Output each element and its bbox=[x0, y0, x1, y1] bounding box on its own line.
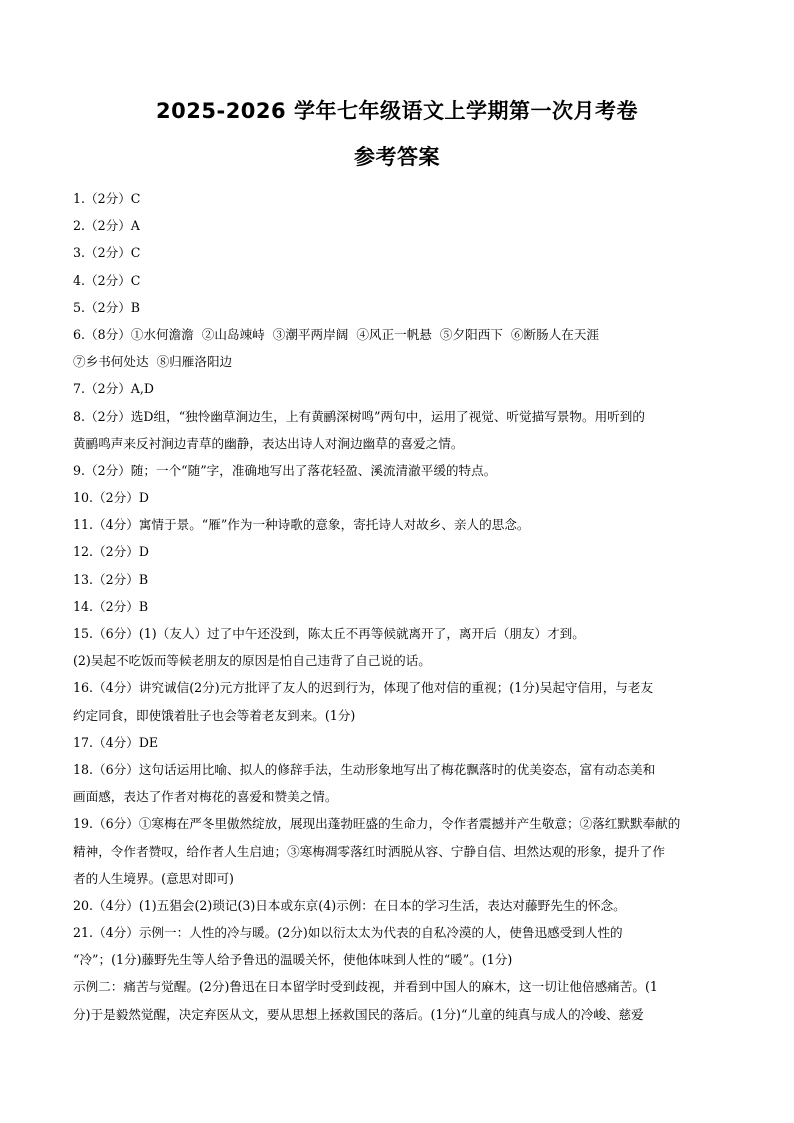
answer-line: 10.（2分）D bbox=[73, 490, 149, 506]
answer-line: 示例二：痛苦与觉醒。(2分)鲁迅在日本留学时受到歧视，并看到中国人的麻木，这一切让他倍感痛苦。(1 bbox=[73, 979, 658, 995]
answer-line: 3.（2分）C bbox=[73, 245, 141, 261]
answer-line: 9.（2分）随；一个“随”字，准确地写出了落花轻盈、溪流清澈平缓的特点。 bbox=[73, 462, 497, 478]
answer-line: 者的人生境界。(意思对即可) bbox=[73, 870, 234, 886]
document-subtitle: 参考答案 bbox=[354, 145, 440, 169]
answer-list bbox=[73, 185, 725, 1028]
document-title: 2025-2026 学年七年级语文上学期第一次月考卷 bbox=[156, 99, 638, 123]
answer-line: 11.（4分）寓情于景。“雁”作为一种诗歌的意象，寄托诗人对故乡、亲人的思念。 bbox=[73, 517, 530, 533]
answer-line: 12.（2分）D bbox=[73, 544, 149, 560]
answer-line: 7.（2分）A,D bbox=[73, 381, 155, 397]
answer-line: 6.（8分）①水何澹澹 ②山岛竦峙 ③潮平两岸阔 ④风正一帆悬 ⑤夕阳西下 ⑥断肠人在天涯 bbox=[73, 326, 600, 342]
answer-line: 精神，令作者赞叹，给作者人生启迪；③寒梅凋零落红时洒脱从容、宁静自信、坦然达观的形象，提升了作 bbox=[73, 843, 665, 859]
answer-line: ⑦乡书何处达 ⑧归雁洛阳边 bbox=[73, 354, 233, 370]
answer-line: 1.（2分）C bbox=[73, 191, 141, 206]
answer-line: 分)于是毅然觉醒，决定弃医从文，要从思想上拯救国民的落后。(1分)“儿童的纯真与成人的冷峻、慈爱 bbox=[73, 1006, 644, 1022]
answer-line: 14.（2分）B bbox=[73, 598, 149, 614]
answer-line: 4.（2分）C bbox=[73, 272, 141, 288]
answer-line: (2)吴起不吃饭而等候老朋友的原因是怕自己违背了自己说的话。 bbox=[73, 653, 431, 669]
answer-line: 16.（4分）讲究诚信(2分)元方批评了友人的迟到行为，体现了他对信的重视；(1分)吴起守信用，与老友 bbox=[73, 680, 654, 696]
answer-line: 黄鹂鸣声来反衬涧边青草的幽静，表达出诗人对涧边幽草的喜爱之情。 bbox=[73, 435, 464, 451]
answer-line: 约定同食，即使饿着肚子也会等着老友到来。(1分) bbox=[73, 707, 356, 723]
answer-line: 13.（2分）B bbox=[73, 571, 149, 587]
answer-line: 15.（6分）(1)（友人）过了中午还没到，陈太丘不再等候就离开了，离开后（朋友）才到。 bbox=[73, 626, 585, 641]
answer-line: “冷”；(1分)藤野先生等人给予鲁迅的温暖关怀，使他体味到人性的“暖”。(1分) bbox=[73, 952, 513, 968]
answer-line: 2.（2分）A bbox=[73, 218, 140, 234]
answer-line: 画面感，表达了作者对梅花的喜爱和赞美之情。 bbox=[73, 789, 338, 805]
answer-line: 20.（4分）(1)五猖会(2)琐记(3)日本或东京(4)示例：在日本的学习生活，表达对藤野先生的怀念。 bbox=[73, 897, 626, 913]
answer-line: 19.（6分）①寒梅在严冬里傲然绽放，展现出蓬勃旺盛的生命力，令作者震撼并产生敬意；②落红默默奉献的 bbox=[73, 816, 681, 832]
answer-line: 8.（2分）选D组，“独怜幽草涧边生，上有黄鹂深树鸣”两句中，运用了视觉、听觉描写景物。用听到的 bbox=[73, 408, 645, 424]
answer-line: 18.（6分）这句话运用比喻、拟人的修辞手法，生动形象地写出了梅花飘落时的优美姿态，富有动态美和 bbox=[73, 761, 656, 777]
answer-line: 5.（2分）B bbox=[73, 299, 141, 315]
answer-line: 17.（4分）DE bbox=[73, 734, 159, 750]
answer-line: 21.（4分）示例一：人性的冷与暖。(2分)如以衍太太为代表的自私冷漠的人，使鲁迅感受到人性的 bbox=[73, 925, 623, 941]
